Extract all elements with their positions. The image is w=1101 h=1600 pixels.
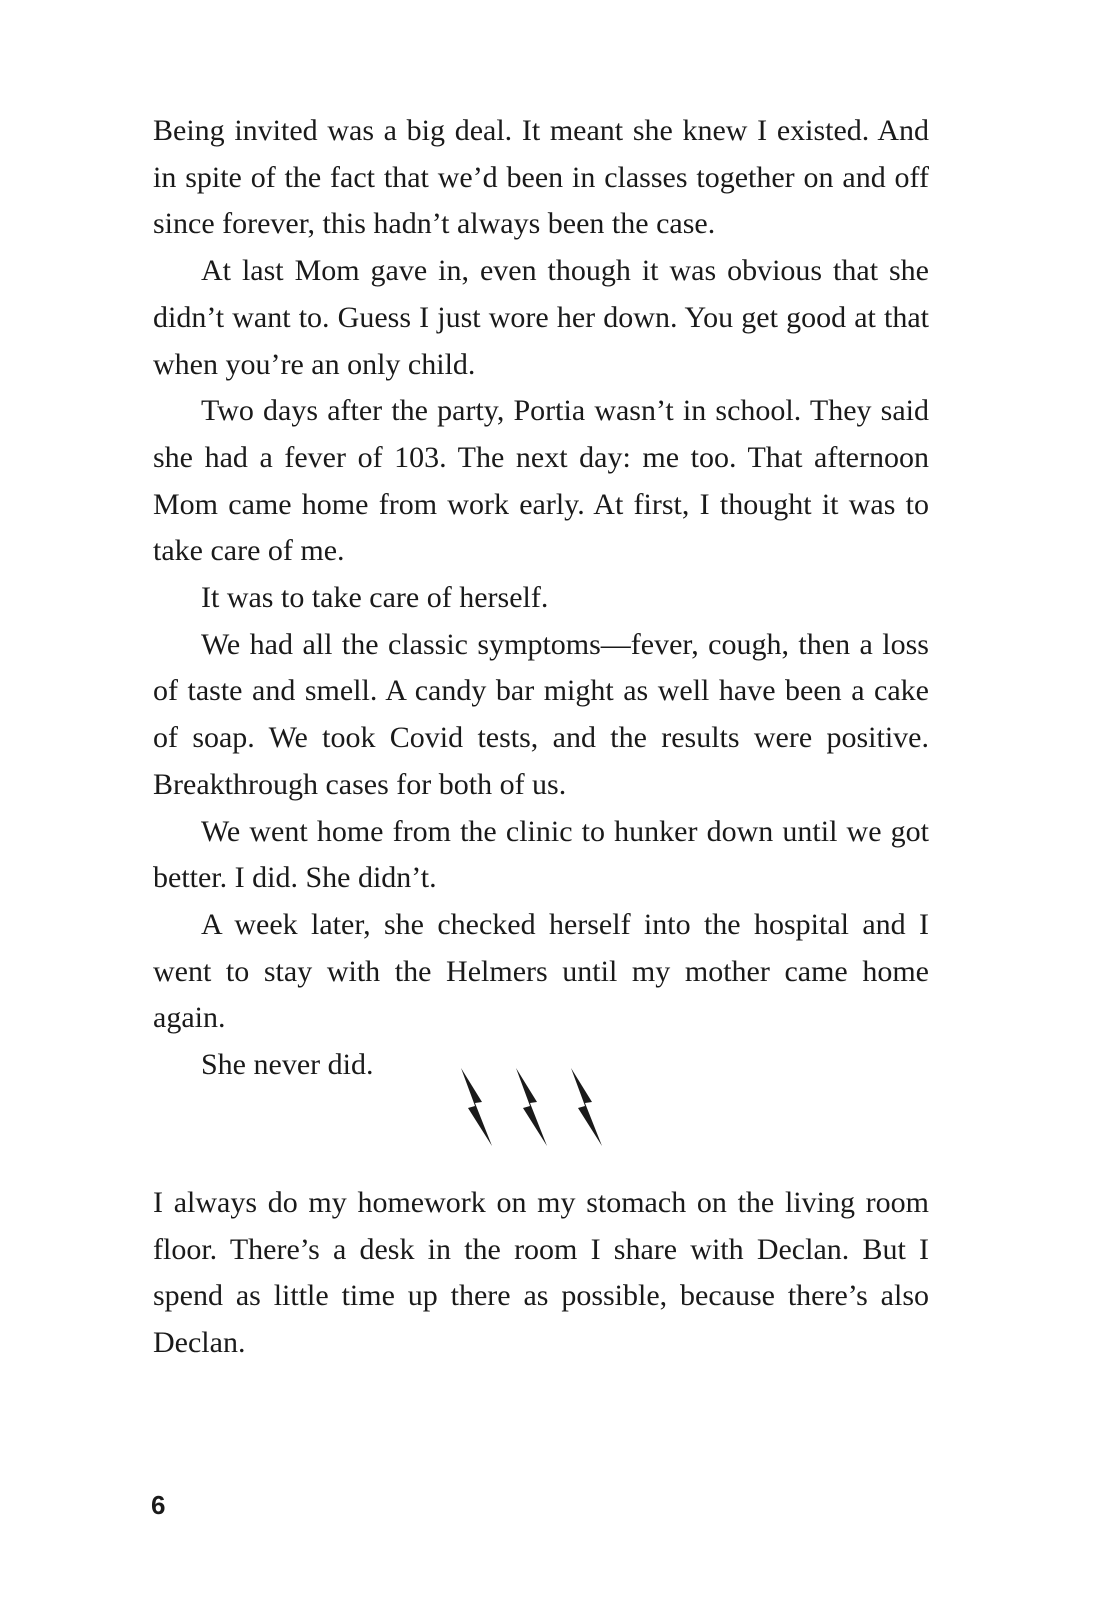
body-text-before-break xyxy=(153,108,929,1089)
paragraph: Being invited was a big deal. It meant she knew I existed. And in spite of the fact that we’d been in classes together on and off since forever, this hadn’t always been the case. xyxy=(153,114,929,241)
paragraph: Two days after the party, Portia wasn’t in school. They said she had a fever of 103. The next day: me too. That afternoon Mom came home from work early. At first, I thought it was to take care of me. xyxy=(153,394,929,568)
body-text-after-break xyxy=(153,1180,929,1367)
lightning-bolt-icon xyxy=(571,1068,602,1146)
page-number: 6 xyxy=(151,1490,166,1520)
lightning-bolt-icon xyxy=(461,1068,492,1146)
paragraph: I always do my homework on my stomach on the living room floor. There’s a desk in the room I share with Declan. But I spend as little time up there as possible, because there’s also Declan. xyxy=(153,1186,929,1360)
paragraph: At last Mom gave in, even though it was obvious that she didn’t want to. Guess I just wore her down. You get good at that when you’re an only child. xyxy=(153,254,929,381)
paragraph: She never did. xyxy=(201,1048,374,1082)
paragraph: It was to take care of herself. xyxy=(201,581,549,615)
paragraph: We had all the classic symptoms—fever, cough, then a loss of taste and smell. A candy bar might as well have been a cake of soap. We took Covid tests, and the results were positive. Breakthrough cases for both of us. xyxy=(153,627,929,801)
paragraph: A week later, she checked herself into the hospital and I went to stay with the Helmers until my mother came home again. xyxy=(153,907,929,1035)
paragraph: We went home from the clinic to hunker down until we got better. I did. She didn’t. xyxy=(153,814,929,895)
section-break-lightning-bolts xyxy=(455,1066,605,1148)
lightning-bolt-icon xyxy=(516,1068,547,1146)
